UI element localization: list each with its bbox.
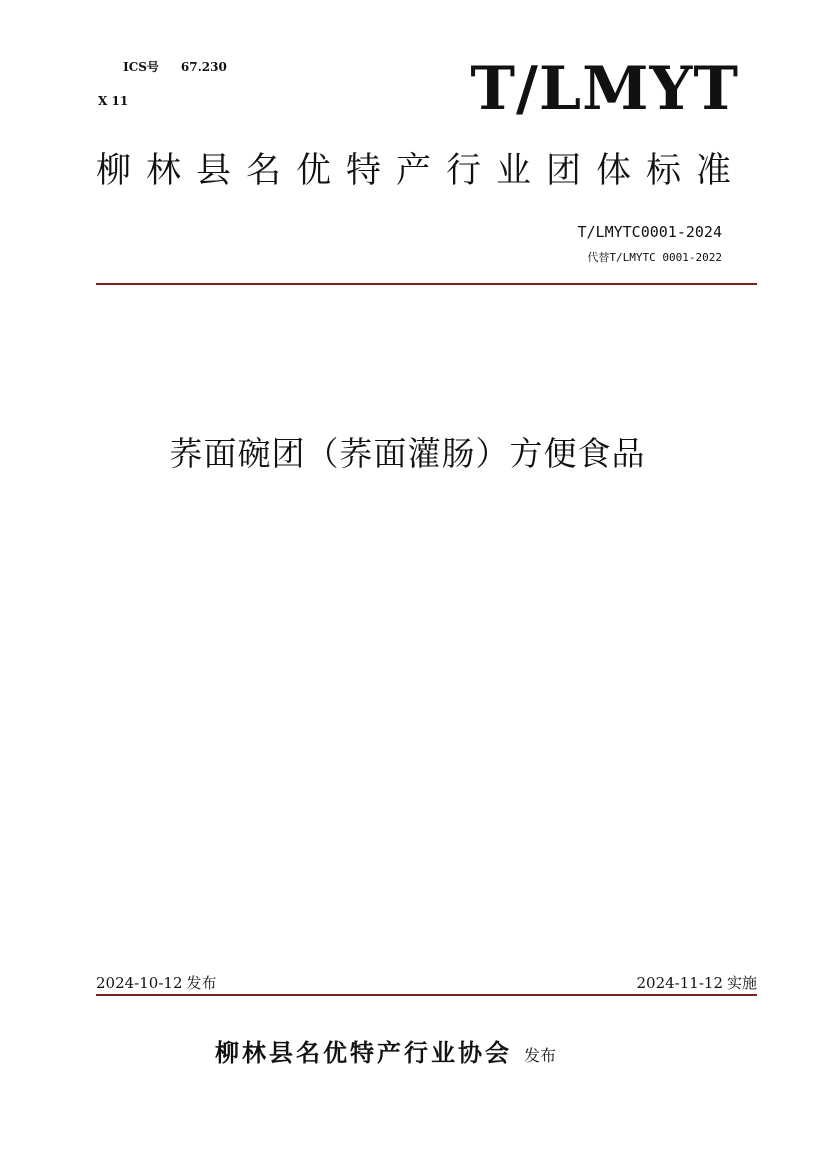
publish-label: 发布 (186, 974, 217, 992)
ics-classification (98, 42, 227, 110)
class-code: X 11 (98, 94, 129, 108)
replaces-standard (587, 250, 722, 265)
publisher-suffix: 发布 (524, 1046, 557, 1065)
publisher-name: 柳林县名优特产行业协会 (215, 1039, 512, 1067)
publish-date: 2024-10-12 (96, 974, 183, 992)
ics-value: 67.230 (180, 60, 227, 74)
ics-line (98, 42, 227, 93)
replaces-code: T/LMYTC 0001-2022 (609, 251, 722, 264)
organization-title: 柳林县名优特产行业团体标准 (96, 151, 747, 191)
publisher-block (215, 1036, 556, 1073)
document-title: 荞面碗团（荞面灌肠）方便食品 (169, 434, 646, 473)
header-divider (96, 283, 757, 285)
implement-label: 实施 (726, 974, 757, 992)
footer-divider (96, 994, 757, 996)
implement-date-block (637, 973, 758, 993)
implement-date: 2024-11-12 (636, 974, 723, 992)
replaces-label: 代替 (587, 251, 610, 264)
publish-date-block (96, 973, 217, 993)
standard-prefix: T/LMYT (470, 54, 739, 124)
ics-label: ICS号 (123, 60, 159, 74)
standard-number: T/LMYTC0001-2024 (577, 223, 722, 241)
